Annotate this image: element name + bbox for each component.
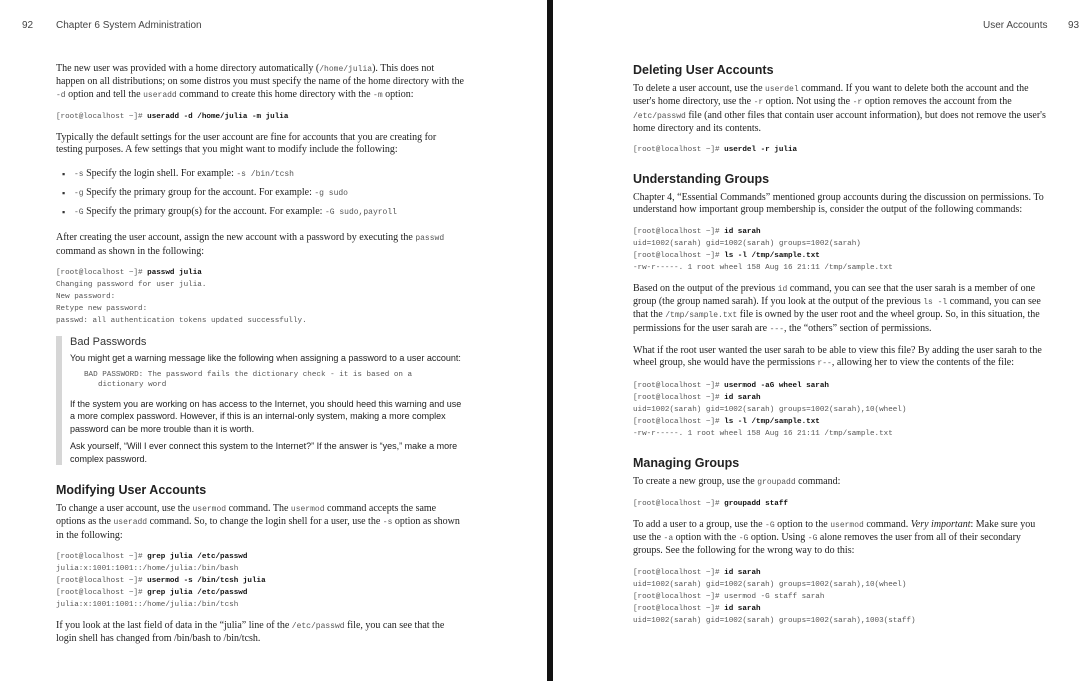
code-block: [root@localhost ~]# groupadd staff — [633, 499, 788, 508]
option-list — [56, 165, 464, 222]
running-header: Chapter 6 System Administration — [56, 20, 202, 31]
paragraph: To add a user to a group, use the -G option to the usermod command. Very important: Make sure you use the -a option with the -G option. Using -G alone removes the user from all of their secondary groups. See the following for the wrong way to do this: — [633, 518, 1036, 557]
note-code: BAD PASSWORD: The password fails the dictionary check - it is based on a dictionary word — [84, 370, 413, 389]
code-block: [root@localhost ~]# id sarah uid=1002(sarah) gid=1002(sarah) groups=1002(sarah),10(wheel) [root@localhost ~]# usermod -G staff sarah [root@localhost ~]# id sarah uid=1002(sarah) gid=1002(sarah) groups=1002(sarah),1003(staff) — [633, 568, 916, 625]
list-item: ▪ -G Specify the primary group(s) for the account. For example: -G sudo,payroll — [74, 203, 464, 222]
section-heading: Managing Groups — [633, 455, 740, 470]
code-block: [root@localhost ~]# useradd -d /home/julia -m julia — [56, 112, 289, 121]
section-heading: Modifying User Accounts — [56, 483, 207, 498]
note-text: You might get a warning message like the following when assigning a password to a user account: — [70, 353, 461, 364]
left-page-body — [56, 63, 464, 655]
note-title: Bad Passwords — [70, 336, 147, 349]
note-text: Ask yourself, “Will I ever connect this system to the Internet?” If the answer is “yes,” make a more complex password. — [70, 441, 458, 464]
paragraph: What if the root user wanted the user sarah to be able to view this file? By adding the user sarah to the wheel group, she would have the permissions r--, allowing her to view the contents of the file: — [633, 344, 1042, 369]
code-block: [root@localhost ~]# id sarah uid=1002(sarah) gid=1002(sarah) groups=1002(sarah) [root@localhost ~]# ls -l /tmp/sample.txt -rw-r-----. 1 root wheel 158 Aug 16 21:11 /tmp/sample.txt — [633, 227, 893, 272]
note-box — [56, 336, 464, 465]
section-heading: Deleting User Accounts — [633, 63, 774, 77]
paragraph: Chapter 4, “Essential Commands” mentioned group accounts during the discussion on permissions. To understand how important group membership is, consider the output of the following commands: — [633, 192, 1044, 216]
list-item: ▪ -s Specify the login shell. For example: -s /bin/tcsh — [74, 165, 464, 184]
code-block: [root@localhost ~]# grep julia /etc/passwd julia:x:1001:1001::/home/julia:/bin/bash [root@localhost ~]# usermod -s /bin/tcsh julia [root@localhost ~]# grep julia /etc/passwd julia:x:1001:1001::/home/julia:/bin/tcsh — [56, 552, 266, 609]
page-number: 92 — [22, 20, 34, 31]
paragraph: To create a new group, use the groupadd command: — [633, 475, 841, 487]
paragraph: The new user was provided with a home directory automatically (/home/julia). This does not happen on all distributions; on some distros you must specify the name of the home directory with the -d option and tell the useradd command to create this home directory with the -m option: — [56, 63, 464, 100]
code-block: [root@localhost ~]# userdel -r julia — [633, 146, 798, 155]
running-header: User Accounts — [983, 20, 1048, 31]
note-text: If the system you are working on has access to the Internet, you should heed this warning and use a more complex password. However, if this is an internal-only system, making a more complex password can be more trouble than it is worth. — [70, 398, 462, 434]
paragraph: If you look at the last field of data in the “julia” line of the /etc/passwd file, you can see that the login shell has changed from /bin/bash to /bin/tcsh. — [56, 619, 445, 645]
paragraph: To change a user account, use the usermod command. The usermod command accepts the same options as the useradd command. So, to change the login shell for a user, use the -s option as shown in the following: — [56, 503, 460, 541]
list-item: ▪ -g Specify the primary group for the account. For example: -g sudo — [74, 184, 464, 203]
section-heading: Understanding Groups — [633, 172, 770, 187]
right-page — [553, 0, 1090, 681]
code-block: [root@localhost ~]# usermod -aG wheel sarah [root@localhost ~]# id sarah uid=1002(sarah) gid=1002(sarah) groups=1002(sarah),10(wheel) [root@localhost ~]# ls -l /tmp/sample.txt -rw-r-----. 1 root wheel 158 Aug 16 21:11 /tmp/sample.txt — [633, 381, 907, 438]
paragraph: To delete a user account, use the userdel command. If you want to delete both the account and the user's home directory, use the -r option. Not using the -r option removes the account from the /etc/passwd file (and other files that contain user account information), but does not remove the user's home directory and its contents. — [633, 83, 1046, 134]
paragraph: After creating the user account, assign the new account with a password by executing the passwd command as shown in the following: — [56, 232, 445, 257]
paragraph: Typically the default settings for the user account are fine for accounts that you are creating for testing purposes. A few settings that you might want to modify include the following: — [56, 131, 437, 156]
page-number: 93 — [1068, 20, 1080, 31]
code-block: [root@localhost ~]# passwd julia Changing password for user julia. New password: Retype new password: passwd: all authentication tokens updated successfully. — [56, 269, 307, 326]
paragraph: Based on the output of the previous id command, you can see that the user sarah is a member of one group (the group named sarah). If you look at the output of the previous ls -l command, you can see that the /tmp/sample.txt file is owned by the user root and the wheel group. So, in this situation, the permissions for the user sarah are ---, the “others” section of permissions. — [633, 282, 1041, 334]
right-page-body — [633, 63, 1047, 636]
